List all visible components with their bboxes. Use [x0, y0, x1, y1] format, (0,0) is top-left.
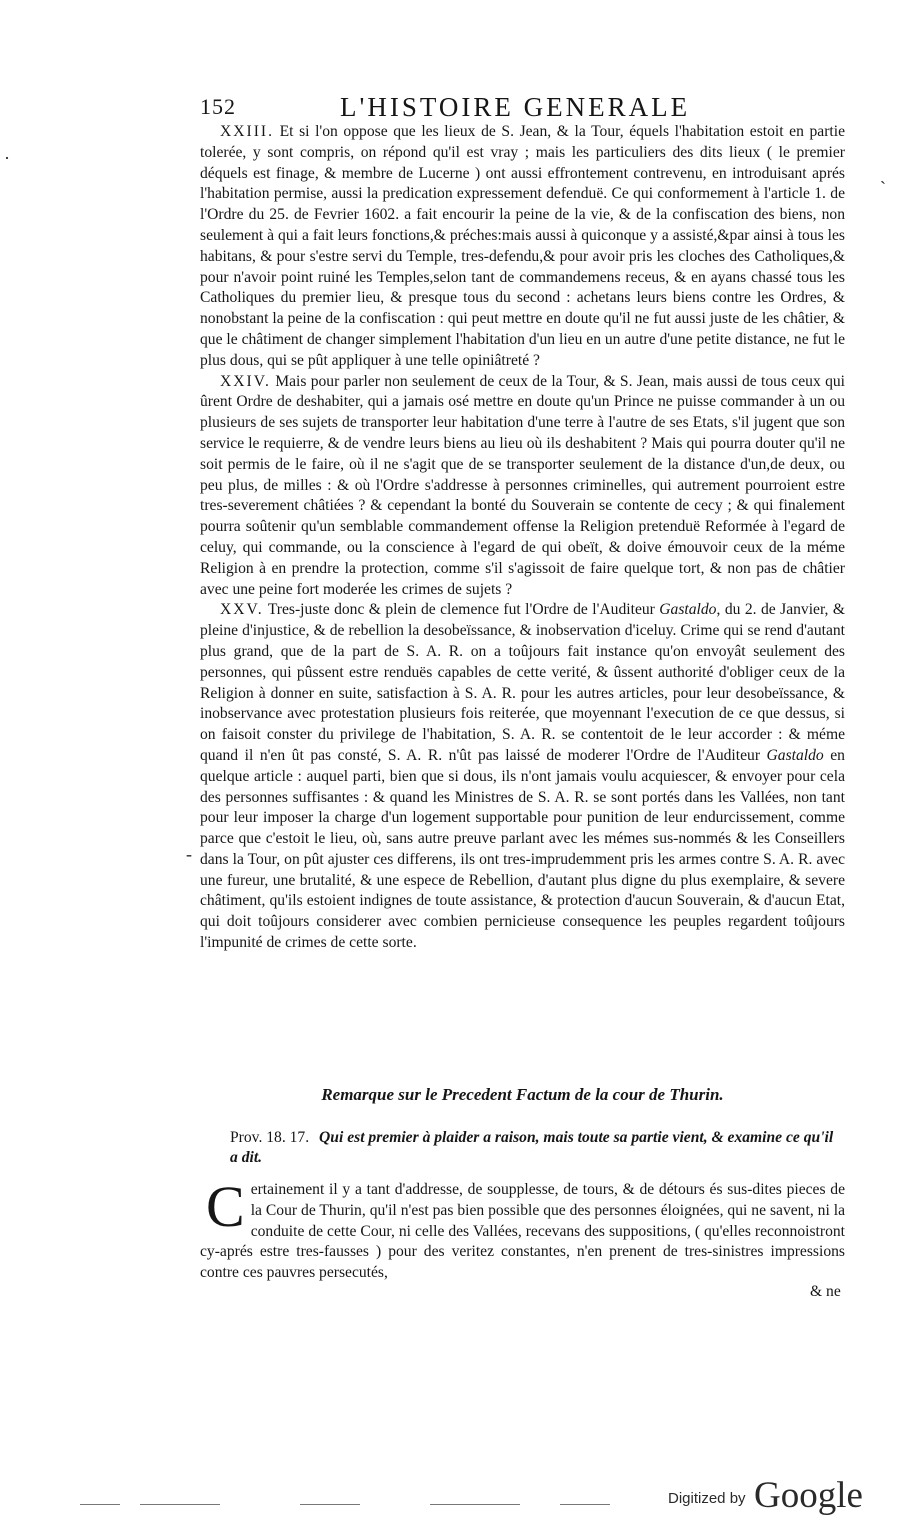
paragraph-text: Tres-juste donc & plein de clemence fut l'Ordre de l'Auditeur	[267, 601, 655, 619]
scan-rule	[140, 1504, 220, 1505]
drop-cap: C	[206, 1174, 245, 1239]
scan-rule	[560, 1504, 610, 1505]
scan-rule	[430, 1504, 520, 1505]
body-text	[200, 122, 845, 954]
section-label: XXIII.	[220, 123, 274, 140]
scan-rule	[300, 1504, 360, 1505]
catchword: & ne	[810, 1283, 841, 1300]
running-head	[200, 94, 700, 124]
margin-dot: ·	[4, 148, 10, 168]
section-label: XXIV.	[220, 372, 271, 390]
proverb-quote: Qui est premier à plaider a raison, mais toute sa partie vient, & examine ce qu'il a dit.	[230, 1129, 834, 1166]
proper-name: Gastaldo	[766, 746, 824, 764]
digitized-label: Digitized by	[668, 1490, 746, 1507]
proverb-citation	[230, 1128, 835, 1168]
proverb-reference: Prov. 18. 17.	[230, 1129, 310, 1146]
paragraph-text: Et si l'on oppose que les lieux de S. Jean, & la Tour, équels l'habitation estoit en partie tolerée, y sont compris, on répond qu'il est vray ; mais les particuliers des dits lieux ( le premier déquels est finage, & membre de Lucerne ) ont aussi effrontement contrevenu, en introduisant aprés l'habitation permise, aussi la predication expressement defenduë. Ce qui conformement à l'article 1. de l'Ordre du 25. de Fevrier 1602. a fait encourir la peine de la vie, & de la confiscation des biens, non seulement à qui a fait leurs fonctions,& préches:mais aussi à quiconque y a assisté,&par ainsi à tous les habitans, & pour s'estre servi du Temple, tres-defendu,& pour avoir pris les cloches des Catholiques,& pour n'avoir point ruiné les Temples,selon tant de commandemens receus, & en ayans chassé tous les Catholiques du premier lieu, & presque tous du second : achetans leurs biens contre les Ordres, & nonobstant la peine de la confiscation : qui peut mettre en doute qu'il ne fut aussi juste de les châtier, & que le châtiment de changer simplement l'habitation d'un lieu en un autre d'une petite distance, ne fut le plus dous, qui se pût appliquer à une telle opiniâtreté ?	[200, 123, 845, 369]
margin-dash: -	[186, 844, 192, 864]
scan-rule	[80, 1504, 120, 1505]
remark-heading: Remarque sur le Precedent Factum de la cour de Thurin.	[321, 1085, 724, 1104]
paragraph-text: en quelque article : auquel parti, bien que si dous, ils n'ont jamais voulu acquiescer, & envoyer pour cela des personnes suffisantes : & quand les Ministres de S. A. R. se sont portés dans les Vallées, non tant pour leur imposer la charge d'un logement supportable pour punition de leur endurcissement, comme parce que c'estoit le lieu, où, sans autre preuve parlant avec les mémes sus-nommés & les Conseillers dans la Tour, on pût ajuster ces differens, ils ont tres-imprudemment pris les armes contre S. A. R. avec une fureur, une brutalité, & une espece de Rebellion, d'autant plus digne du plus exemplaire, & severe châtiment, qu'ils estoient indignes de toute assistance, & protection d'aucun Souverain, & d'aucun Etat, qui doit toûjours considerer avec combien pernicieuse consequence les peuples regardent toûjours l'impunité de crimes de cette sorte.	[200, 746, 845, 952]
page-number: 152	[200, 94, 236, 119]
paragraph-text: , du 2. de Janvier, & pleine d'injustice, & de rebellion la desobeïssance, & inobservation d'iceluy. Crime qui se rend d'autant plus grand, que de la part de S. A. R. on a toûjours fait instance qu'on envoyât seulement des personnes, qui pûssent estre renduës capables de cette verité, & ûssent authorité d'obliger ceux de la Religion à donner en suite, satisfaction à S. A. R. pour les autres articles, pour leur desobeïssance, & inobservance avec protestation plusieurs fois reiterée, que moyennant l'execution de ce que dessus, si on faisoit conster du privilege de l'habitation, S. A. R. se contentoit de le leur accorder : & méme quand il n'en ût pas consté, S. A. R. n'ût pas laissé de moderer l'Ordre de l'Auditeur	[200, 601, 845, 764]
running-title: L'HISTOIRE GENERALE	[340, 92, 691, 122]
margin-tick: ˎ	[880, 164, 886, 184]
paragraph-xxv	[200, 600, 845, 954]
proper-name: Gastaldo	[659, 601, 717, 619]
paragraph-xxiii	[200, 122, 845, 372]
google-logo: Google	[754, 1475, 863, 1516]
remark-text	[200, 1174, 845, 1284]
remark-body: ertainement il y a tant d'addresse, de soupplesse, de tours, & de détours és sus-dites pieces de la Cour de Thurin, qu'il n'est pas bien possible que des personnes éloignées, qui ne savent, ni la conduite de cette Cour, ni celle des Vallées, recevans des suppositions, ( qu'elles reconnoistront cy-aprés estre tres-fausses ) pour des veritez constantes, n'en prenent de tres-sinistres impressions contre ces pauvres persecutés,	[200, 1181, 845, 1282]
paragraph-text: Mais pour parler non seulement de ceux de la Tour, & S. Jean, mais aussi de tous ceux qui ûrent Ordre de deshabiter, qui a jamais osé mettre en doute qu'un Prince ne puisse commander à un ou plusieurs de ses sujets de transporter leur habitation d'une terre à l'autre de ses Etats, s'il jugent que son service le requierre, & de vendre leurs biens au lieu où ils deshabitent ? Mais qui pourra douter qu'il ne soit permis de le faire, où il ne s'agit que de se transporter seulement de la distance d'un,de deux, ou peu plus, de milles : & où l'Ordre s'addresse à personnes criminelles, qui autrement pourroient estre tres-severement châtiées ? & cependant la bonté du Souverain se contente de cecy ; & qui finalement pourra soûtenir qu'un semblable commandement offense la Religion pretenduë Reformée à l'egard de celuy, qui commande, ou la conscience à l'egard de qui obeït, & doive émouvoir ceux de la méme Religion à en prendre la protection, comme s'il s'agissoit de faire quelque tort, & non pas de châtier avec une peine fort moderée les crimes de sujets ?	[200, 372, 845, 598]
section-label: XXV.	[220, 601, 264, 619]
paragraph-xxiv	[200, 372, 845, 601]
